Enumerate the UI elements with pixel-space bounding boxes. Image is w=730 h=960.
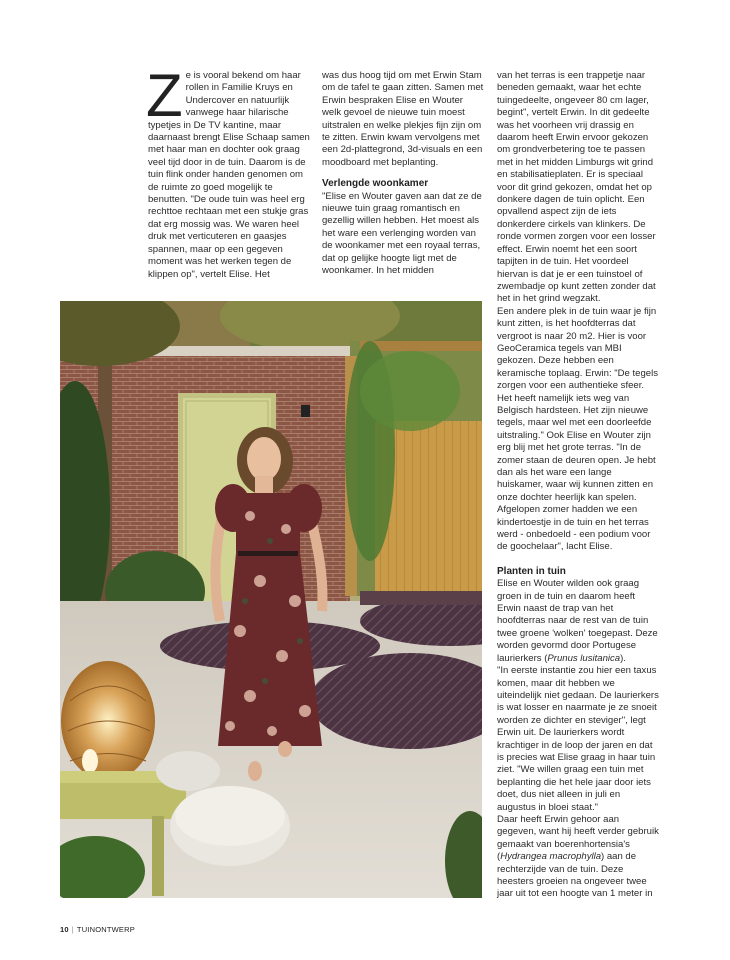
paragraph-text: e is vooral bekend om haar rollen in Familie Kruys en Undercover en natuurlijk vanwege haar hilarische typetjes in De TV kantine, maar daarnaast brengt Elise Schaap samen met haar man en dochter ook graag veel tijd door in de tuin. Daarom is de tuin flink onder handen genomen om de ruimte zo goed mogelijk te benutten. "De oude tuin was heel erg rechttoe rechtaan met een stukje gras dat erg mossig was. We waren heel druk met verticuteren en gaasjes spannen, maar op een gegeven moment was het werken tegen de klippen op", vertelt Elise. Het	[148, 70, 310, 280]
paragraph	[497, 578, 660, 665]
paragraph-text: ) aan de rechterzijde van de tuin. Deze heesters groeien na ongeveer twee jaar uit tot een hoogte van 1 meter in	[497, 851, 653, 900]
paragraph-text: ).	[620, 652, 626, 664]
article-column-3	[497, 70, 660, 901]
paragraph-text: Elise en Wouter wilden ook graag groen in de tuin en daarom heeft Erwin naast de trap van het hoofdterras naar de rest van de tuin twee groene 'wolken' toegepast. Deze worden gevormd door Portugese laurierkers (	[497, 578, 658, 664]
article-column-1	[146, 62, 310, 281]
paragraph: "In eerste instantie zou hier een taxus komen, maar dit hebben we uiteindelijk niet gedaan. De laurierkers is wat losser en naarmate je ze snoeit worden ze dichter en steviger", legt Erwin uit. De laurierkers wordt krachtiger in de loop der jaren en dat is precies wat Elise graag in haar tuin ziet. "We willen graag een tuin met beplanting die het hele jaar door iets doet, dus niet alleen in juli en augustus in bloei staat."	[497, 665, 659, 813]
paragraph: Een andere plek in de tuin waar je fijn kunt zitten, is het hoofdterras dat vergroot is naar 20 m2. Hier is voor GeoCeramica tegels van MBI gekozen. Deze hebben een keramische toplaag. Erwin: "De tegels zorgen voor een authentieke sfeer. Het heeft namelijk iets weg van Belgisch hardsteen. Het zijn nieuwe tegels, maar wel met een doorleefde uitstraling." Ook Elise en Wouter zijn erg blij met het grote terras. "In de zomer staan de deuren open. Je hebt dan als het ware een lange huiskamer, waar wij kunnen zitten en onze dochter heerlijk kan spelen. Afgelopen zomer hadden we een kindertoestje in de tuin en het terras werd - onbedoeld - een podium voor de goochelaar", lacht Elise.	[497, 305, 658, 553]
paragraph: "Elise en Wouter gaven aan dat ze de nieuwe tuin graag romantisch en gezellig willen hebben. Het moest als het ware een verlenging worden van de woonkamer met een royaal terras, dat op gelijke hoogte ligt met de woonkamer. In het midden	[322, 190, 482, 277]
paragraph	[146, 62, 310, 281]
footer-separator: |	[71, 925, 74, 934]
article-column-2	[322, 70, 484, 278]
paragraph: was dus hoog tijd om met Erwin Stam om de tafel te gaan zitten. Samen met Erwin bespraken Elise en Wouter welk gevoel de nieuwe tuin moest uitstralen en welke plekjes fijn zijn om te zitten. Erwin kwam vervolgens met een 2d-plattegrond, 3d-visuals en een moodboard met beplanting.	[322, 70, 484, 168]
page-footer	[60, 925, 135, 934]
page-number: 10	[60, 925, 69, 934]
magazine-section: TUINONTWERP	[76, 925, 135, 934]
garden-photo	[60, 301, 482, 898]
latin-name: Hydrangea macrophylla	[500, 851, 602, 863]
paragraph: van het terras is een trappetje naar beneden gemaakt, waar het echte tuingedeelte, ongeveer 80 cm lager, begint", vertelt Erwin. In dit gedeelte was het voorheen vrij drassig en daarom heeft Erwin ervoor gekozen om grondverbetering toe te passen met in het midden Limburgs wit grind en stabilisatieplaten. Er is speciaal voor dit grind gekozen, omdat het op donkere dagen de tuin oplicht. Een opvallend aspect zijn de iets donkerdere cirkels van klinkers. De ronde vormen zorgen voor een losser effect. Erwin noemt het een soort tapijten in de tuin. Het voordeel hiervan is dat je er een tuinstoel of zwembadje op kunt zetten zonder dat het in het grind wegzakt.	[497, 70, 656, 305]
subheading: Planten in tuin	[497, 565, 566, 577]
paragraph-text: Daar heeft Erwin gehoor aan gegeven, want hij heeft verder gebruik gemaakt van boerenhortensia's (	[497, 813, 659, 863]
latin-name: Prunus lusitanica	[547, 652, 621, 664]
paragraph	[497, 814, 660, 901]
drop-cap: Z	[146, 62, 183, 129]
subheading: Verlengde woonkamer	[322, 178, 429, 190]
